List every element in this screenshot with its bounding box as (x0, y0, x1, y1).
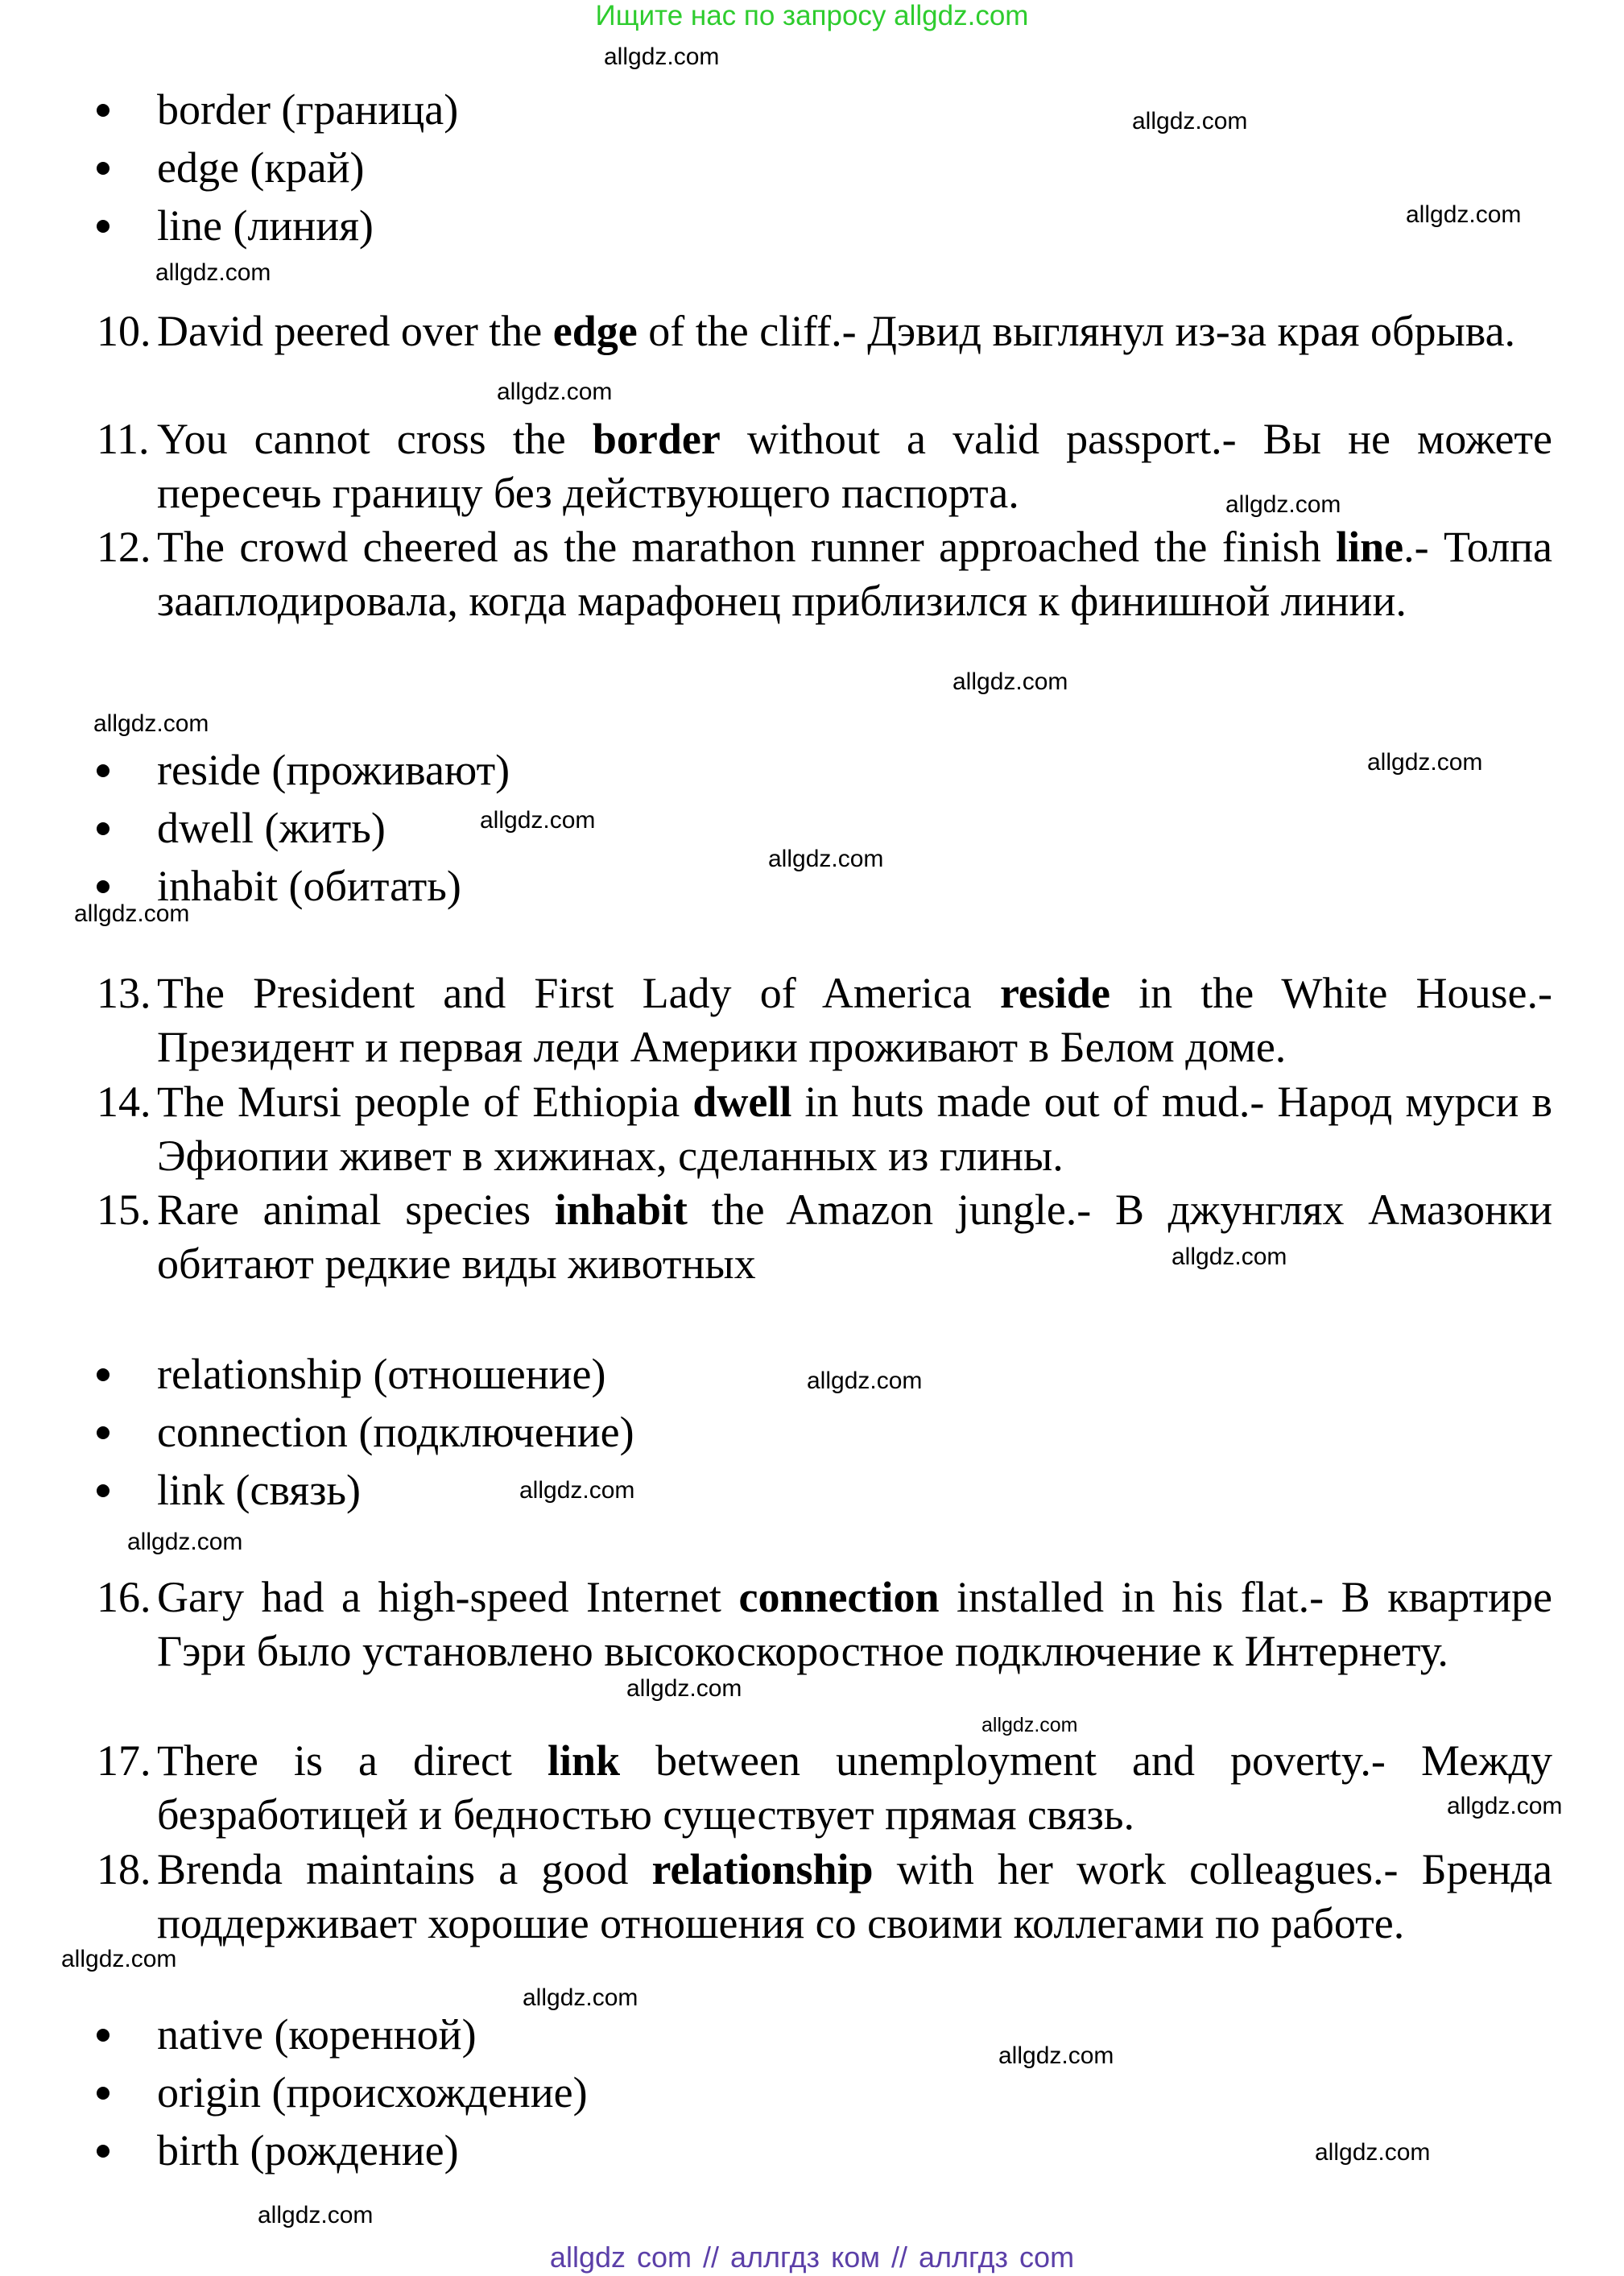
bullet-dot-icon (97, 1368, 110, 1381)
watermark: allgdz.com (998, 2042, 1114, 2069)
watermark: allgdz.com (768, 846, 884, 872)
watermark: allgdz.com (93, 710, 209, 737)
example-sentence (97, 1843, 1552, 1951)
vocab-term: birth (рождение) (157, 2126, 459, 2175)
watermark: allgdz.com (480, 807, 596, 834)
example-sentence (97, 1183, 1552, 1291)
bullet-dot-icon (97, 2029, 110, 2042)
watermark: allgdz.com (523, 1984, 638, 2011)
watermark: allgdz.com (258, 2202, 374, 2228)
bullet-dot-icon (97, 220, 110, 233)
example-text: You cannot cross the border without a valid passport.- Вы не можете пересечь границу без действующего паспорта. (157, 415, 1553, 517)
example-text: Gary had a high-speed Internet connection installed in his flat.- В квартире Гэри было установлено высокоскоростное подключение к Интернету. (157, 1573, 1552, 1675)
example-text: The President and First Lady of America reside in the White House.- Президент и первая леди Америки проживают в Белом доме. (157, 969, 1552, 1071)
search-banner: Ищите нас по запросу allgdz.com (595, 0, 1029, 31)
watermark: allgdz.com (807, 1368, 923, 1394)
watermark: allgdz.com (1367, 749, 1483, 776)
example-sentence (97, 966, 1552, 1074)
example-text: The Mursi people of Ethiopia dwell in huts made out of mud.- Народ мурси в Эфиопии живет в хижинах, сделанных из глины. (157, 1078, 1552, 1180)
watermark: allgdz.com (61, 1946, 177, 1972)
example-sentence (97, 304, 1552, 358)
example-text: Brenda maintains a good relationship with her work colleagues.- Бренда поддерживает хорошие отношения со своими коллегами по работе. (157, 1845, 1552, 1947)
vocab-term: inhabit (обитать) (157, 862, 461, 910)
example-sentence (97, 1570, 1552, 1678)
keyword: inhabit (554, 1186, 688, 1234)
keyword: line (1336, 523, 1404, 571)
keyword: border (592, 415, 721, 463)
vocab-term: native (коренной) (157, 2010, 477, 2059)
vocab-term: origin (происхождение) (157, 2068, 588, 2117)
example-sentence (97, 1734, 1552, 1842)
footer-links[interactable]: allgdz com // аллгдз ком // аллгдз com (549, 2241, 1075, 2274)
keyword: edge (552, 307, 638, 355)
example-sentence (97, 520, 1552, 628)
watermark: allgdz.com (1172, 1244, 1287, 1270)
example-sentence (97, 1075, 1552, 1183)
bullet-dot-icon (97, 822, 110, 835)
bullet-dot-icon (97, 880, 110, 893)
watermark: allgdz.com (952, 668, 1068, 695)
watermark: allgdz.com (155, 259, 271, 286)
keyword: relationship (651, 1845, 874, 1893)
example-number: 12. (97, 523, 151, 571)
vocab-term: border (граница) (157, 85, 459, 134)
keyword: link (547, 1736, 621, 1785)
keyword: connection (738, 1573, 940, 1621)
example-number: 15. (97, 1186, 151, 1234)
vocab-term: connection (подключение) (157, 1408, 634, 1456)
vocab-term: dwell (жить) (157, 804, 386, 852)
example-number: 10. (97, 307, 151, 355)
watermark: allgdz.com (981, 1714, 1078, 1736)
example-text: David peered over the edge of the cliff.- Дэвид выглянул из-за края обрыва. (157, 307, 1516, 355)
example-text: The crowd cheered as the marathon runner approached the finish line.- Толпа зааплодировала, когда марафонец приблизился к финишной линии. (157, 523, 1553, 625)
vocab-term: relationship (отношение) (157, 1350, 606, 1398)
example-number: 14. (97, 1078, 151, 1126)
vocab-term: reside (проживают) (157, 746, 510, 794)
watermark: allgdz.com (127, 1529, 243, 1555)
bullet-dot-icon (97, 104, 110, 117)
example-text: Rare animal species inhabit the Amazon jungle.- В джунглях Амазонки обитают редкие виды животных (157, 1186, 1552, 1288)
watermark: allgdz.com (604, 43, 720, 70)
keyword: dwell (692, 1078, 792, 1126)
example-number: 16. (97, 1573, 151, 1621)
example-number: 17. (97, 1736, 151, 1785)
watermark: allgdz.com (1132, 108, 1248, 134)
bullet-dot-icon (97, 162, 110, 175)
vocab-term: line (линия) (157, 201, 374, 250)
watermark: allgdz.com (519, 1477, 635, 1504)
bullet-dot-icon (97, 1484, 110, 1497)
example-number: 18. (97, 1845, 151, 1893)
example-number: 11. (97, 415, 150, 463)
example-number: 13. (97, 969, 151, 1017)
watermark: allgdz.com (497, 379, 613, 405)
watermark: allgdz.com (1406, 201, 1522, 228)
watermark: allgdz.com (626, 1675, 742, 1702)
watermark: allgdz.com (74, 900, 190, 927)
example-text: There is a direct link between unemployment and poverty.- Между безработицей и бедностью существует прямая связь. (157, 1736, 1552, 1839)
watermark: allgdz.com (1315, 2139, 1431, 2166)
watermark: allgdz.com (1447, 1793, 1563, 1819)
bullet-dot-icon (97, 2145, 110, 2158)
bullet-dot-icon (97, 2087, 110, 2100)
vocab-term: edge (край) (157, 143, 365, 192)
bullet-dot-icon (97, 764, 110, 777)
keyword: reside (999, 969, 1110, 1017)
watermark: allgdz.com (1225, 491, 1341, 518)
vocab-term: link (связь) (157, 1466, 362, 1514)
bullet-dot-icon (97, 1426, 110, 1439)
